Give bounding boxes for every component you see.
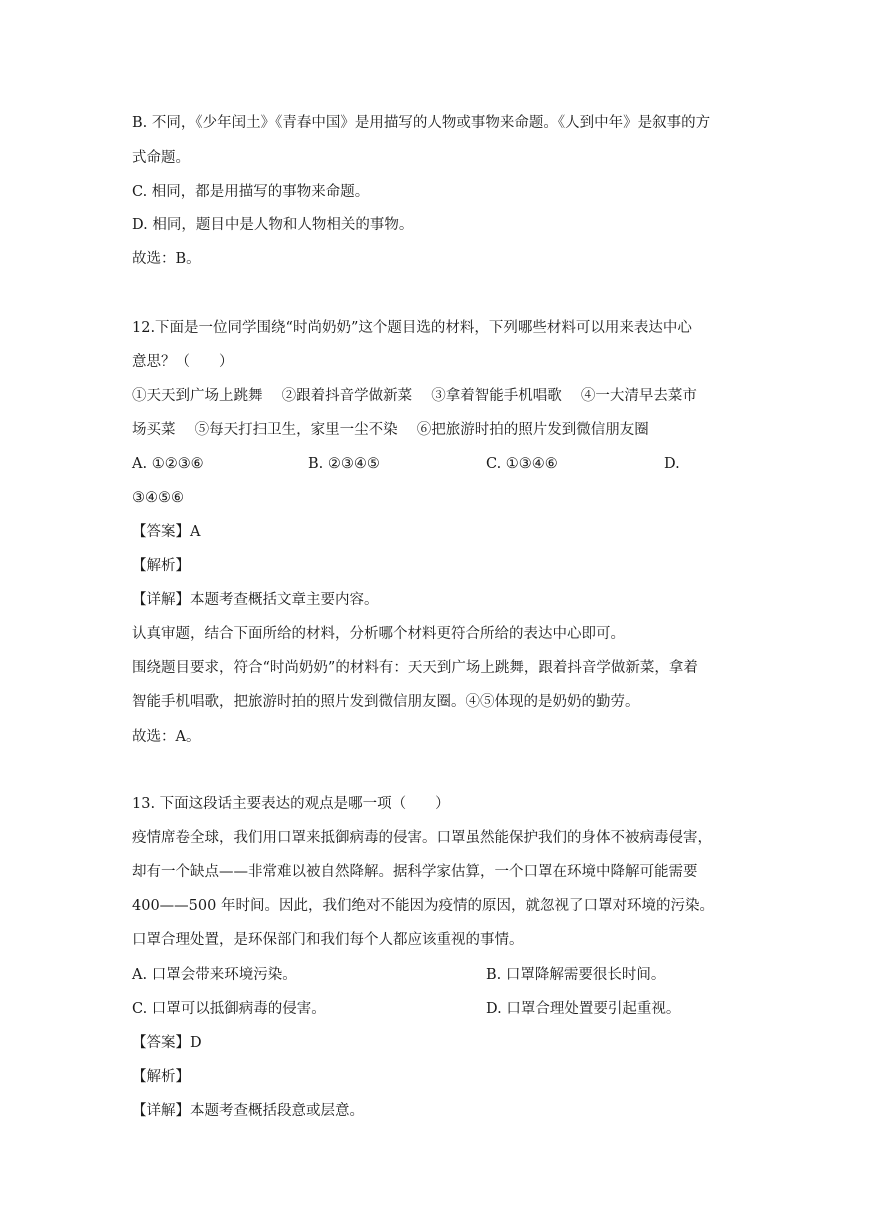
q13-option-a: A. 口罩会带来环境污染。 [132,967,297,983]
q12-explain-line1: 认真审题，结合下面所给的材料，分析哪个材料更符合所给的表达中心即可。 [132,626,625,642]
q13-passage-line3: 400——500 年时间。因此，我们绝对不能因为疫情的原因，就忽视了口罩对环境的污染。 [132,898,714,914]
q11-conclusion: 故选：B。 [132,251,201,267]
q13-passage-line4: 口罩合理处置，是环保部门和我们每个人都应该重视的事情。 [132,932,524,948]
q12-option-d-value: ③④⑤⑥ [132,490,184,506]
q13-answer: 【答案】D [132,1035,202,1051]
q13-passage-line1: 疫情席卷全球，我们用口罩来抵御病毒的侵害。口罩虽然能保护我们的身体不被病毒侵害， [132,830,712,846]
q13-stem: 13. 下面这段话主要表达的观点是哪一项（ ） [132,796,450,812]
q12-stem-line1: 12.下面是一位同学围绕“时尚奶奶”这个题目选的材料，下列哪些材料可以用来表达中心 [132,320,692,336]
q11-option-c: C. 相同，都是用描写的事物来命题。 [132,184,370,200]
q12-option-b: B. ②③④⑤ [308,456,380,472]
q13-option-c: C. 口罩可以抵御病毒的侵害。 [132,1001,326,1017]
q12-stem-line2: 意思？（ ） [132,354,234,370]
q12-materials-line2: 场买菜 ⑤每天打扫卫生，家里一尘不染 ⑥把旅游时拍的照片发到微信朋友圈 [132,422,649,438]
q13-option-b: B. 口罩降解需要很长时间。 [486,967,666,983]
q12-explain-line2: 围绕题目要求，符合“时尚奶奶”的材料有：天天到广场上跳舞，跟着抖音学做新菜，拿着 [132,660,698,676]
q12-option-d-label: D. [664,456,680,472]
q11-option-b-line1: B. 不同，《少年闰土》《青春中国》是用描写的人物或事物来命题。《人到中年》是叙事的方 [132,115,711,131]
q13-analysis-heading: 【解析】 [132,1069,190,1085]
q12-option-c: C. ①③④⑥ [486,456,558,472]
q13-detail: 【详解】本题考查概括段意或层意。 [132,1103,364,1119]
q11-option-b-line2: 式命题。 [132,150,190,166]
q12-answer: 【答案】A [132,524,201,540]
q12-detail: 【详解】本题考查概括文章主要内容。 [132,592,379,608]
q12-explain-line3: 智能手机唱歌，把旅游时拍的照片发到微信朋友圈。④⑤体现的是奶奶的勤劳。 [132,694,640,710]
q13-option-d: D. 口罩合理处置要引起重视。 [486,1001,681,1017]
q12-conclusion: 故选：A。 [132,729,201,745]
q12-option-a: A. ①②③⑥ [132,456,204,472]
q12-materials-line1: ①天天到广场上跳舞 ②跟着抖音学做新菜 ③拿着智能手机唱歌 ④一大清早去菜市 [132,388,697,404]
q13-passage-line2: 却有一个缺点——非常难以被自然降解。据科学家估算，一个口罩在环境中降解可能需要 [132,864,698,880]
q12-analysis-heading: 【解析】 [132,558,190,574]
q11-option-d: D. 相同，题目中是人物和人物相关的事物。 [132,217,414,233]
